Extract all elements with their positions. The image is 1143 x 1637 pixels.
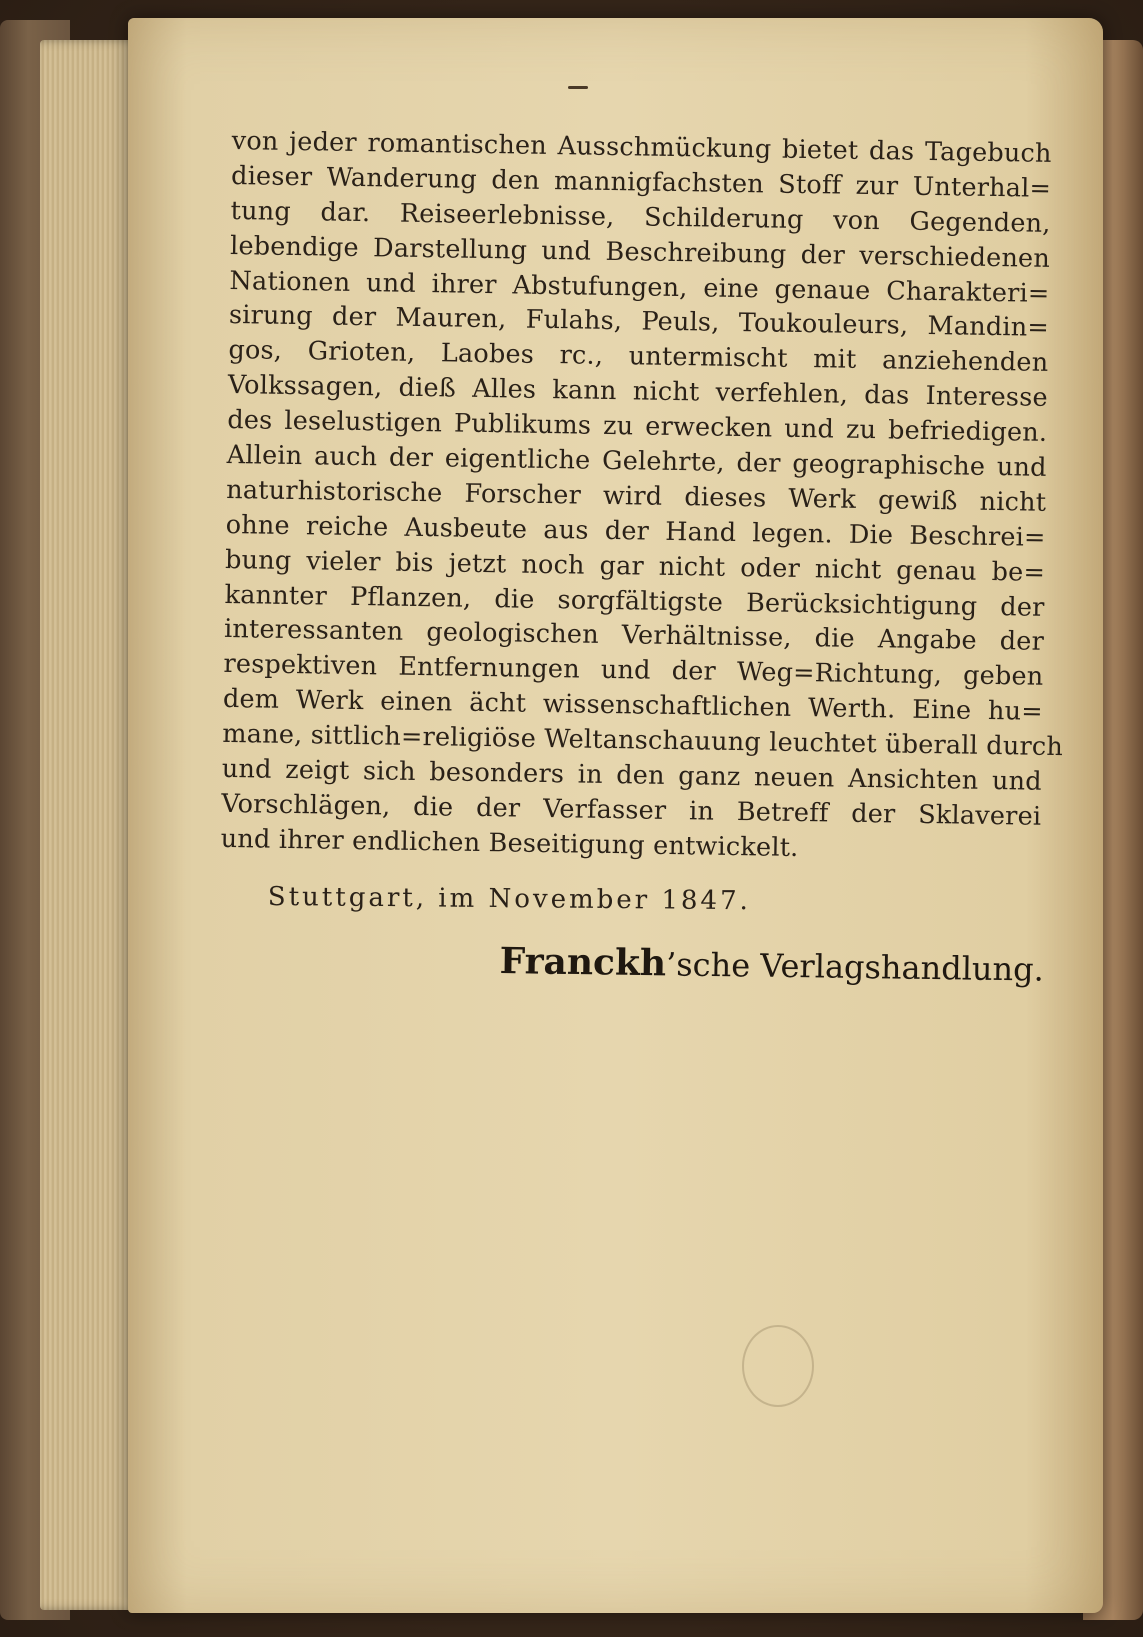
text-line: gos, Grioten, Laobes rc., untermischt mit anziehenden <box>228 335 1049 379</box>
text-line: von jeder romantischen Ausschmückung bietet das Tagebuch <box>231 125 1052 169</box>
publisher-signature <box>499 940 1044 990</box>
page-stack-edge <box>40 40 140 1610</box>
text-line: kannter Pflanzen, die sorgfältigste Berücksichtigung der <box>224 579 1045 623</box>
publisher-name-bold: Franckh <box>499 940 667 985</box>
text-line: dem Werk einen ächt wissenschaftlichen Werth. Eine hu= <box>222 684 1044 728</box>
dateline: Stuttgart, im November 1847. <box>267 882 751 917</box>
faint-stamp-mark <box>742 1325 814 1407</box>
text-line: Nationen und ihrer Abstufungen, eine genaue Charakteri= <box>229 265 1050 309</box>
text-line: interessanten geologischen Verhältnisse, die Angabe der <box>223 614 1045 658</box>
text-line: und ihrer endlichen Beseitigung entwickelt. <box>220 823 799 863</box>
text-line: Volkssagen, dieß Alles kann nicht verfehlen, das Interesse <box>227 370 1049 414</box>
text-line: Allein auch der eigentliche Gelehrte, der geographische und <box>226 439 1047 483</box>
publisher-name-rest: ’sche Verlagshandlung. <box>665 945 1045 989</box>
text-line: sirung der Mauren, Fulahs, Peuls, Toukouleurs, Mandin= <box>228 300 1050 344</box>
text-line: und zeigt sich besonders in den ganz neuen Ansichten und <box>221 753 1043 797</box>
text-line: des leselustigen Publikums zu erwecken und zu befriedigen. <box>227 405 1048 448</box>
text-line: lebendige Darstellung und Beschreibung der verschiedenen <box>229 230 1051 274</box>
text-line: bung vieler bis jetzt noch gar nicht oder nicht genau be= <box>224 544 1046 588</box>
text-line: naturhistorische Forscher wird dieses Werk gewiß nicht <box>226 474 1047 518</box>
text-line: mane, sittlich=religiöse Weltanschauung leuchtet überall durch <box>222 719 1064 763</box>
text-line: dieser Wanderung den mannigfachsten Stoff zur Unterhal= <box>230 160 1052 204</box>
text-line: tung dar. Reiseerlebnisse, Schilderung von Gegenden, <box>230 195 1051 239</box>
text-line: respektiven Entfernungen und der Weg=Richtung, geben <box>223 649 1044 693</box>
text-line: Vorschlägen, die der Verfasser in Betreff der Sklaverei <box>221 788 1042 832</box>
page-header-mark <box>568 86 588 89</box>
text-line: ohne reiche Ausbeute aus der Hand legen. Die Beschrei= <box>225 509 1046 553</box>
body-text <box>220 124 1064 869</box>
